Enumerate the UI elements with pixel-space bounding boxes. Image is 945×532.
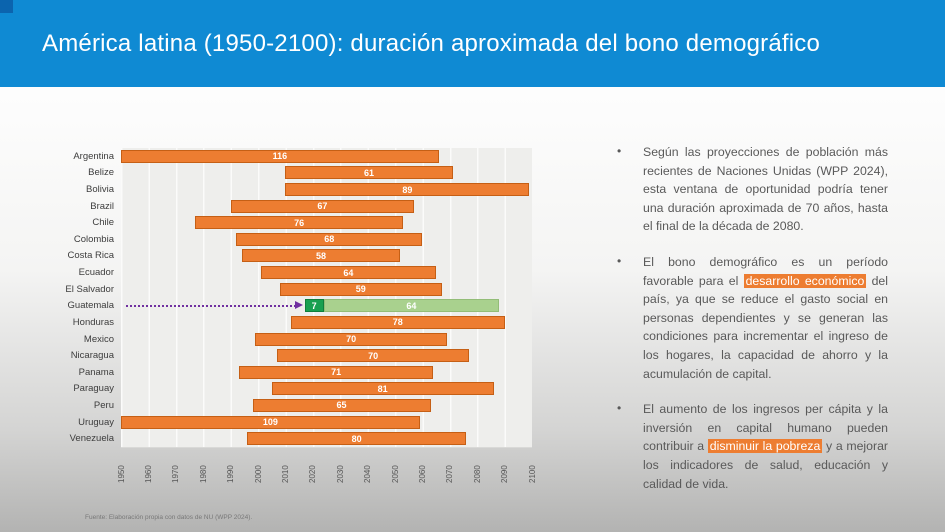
bar-chile <box>195 216 403 229</box>
bar-el-salvador <box>280 283 442 296</box>
bar-mexico <box>255 333 447 346</box>
bar-panama <box>239 366 434 379</box>
bar-venezuela <box>247 432 466 445</box>
bar-segment-value: 70 <box>255 333 447 346</box>
country-label-venezuela: Venezuela <box>69 433 114 445</box>
bar-segment-value: 61 <box>285 166 452 179</box>
bar-bolivia <box>285 183 529 196</box>
bullet-text <box>643 400 888 493</box>
highlighted-phrase: disminuir la pobreza <box>709 439 821 454</box>
x-tick-label: 2070 <box>445 465 455 483</box>
x-tick-label: 2020 <box>308 465 318 483</box>
bullet-item-1 <box>614 143 888 236</box>
country-label-brazil: Brazil <box>90 200 114 212</box>
bar-segment-value: 68 <box>236 233 422 246</box>
country-label-argentina: Argentina <box>73 150 114 162</box>
x-tick-label: 2050 <box>390 465 400 483</box>
x-tick-label: 2000 <box>253 465 263 483</box>
source-note: Fuente: Elaboración propia con datos de NU (WPP 2024). <box>85 514 253 521</box>
bullet-text <box>643 253 888 383</box>
country-label-nicaragua: Nicaragua <box>70 350 114 362</box>
text-run: El aumento de los ingresos per cápita y la inversión en capital humano pueden contribuir a <box>643 402 888 454</box>
x-tick-label: 2030 <box>335 465 345 483</box>
x-tick-label: 1970 <box>171 465 181 483</box>
bar-segment-value: 65 <box>253 399 431 412</box>
bar-segment-value: 116 <box>121 150 439 163</box>
text-run: del país, ya que se reduce el gasto social en personas dependientes y se generan las condiciones para incrementar el ingreso de los hogares, la capacidad de ahorro y la acumulación de capital. <box>643 273 888 381</box>
country-label-peru: Peru <box>93 399 114 411</box>
bar-segment-value: 59 <box>280 283 442 296</box>
bar-segment-value: 89 <box>285 183 529 196</box>
bullet-marker-icon: • <box>617 144 622 158</box>
bar-segment-value: 81 <box>272 382 494 395</box>
x-tick-label: 1990 <box>226 465 236 483</box>
text-run: Según las proyecciones de población más recientes de Naciones Unidas (WPP 2024), esta ventana de oportunidad podría tener una duración aproximada de 70 años, hasta el final de la década de 2080. <box>643 145 888 234</box>
guatemala-pointer-arrowhead-icon <box>295 301 303 309</box>
corner-accent-square <box>0 0 13 13</box>
bar-costa-rica <box>242 249 401 262</box>
bar-honduras <box>291 316 505 329</box>
x-tick-label: 2060 <box>417 465 427 483</box>
country-label-chile: Chile <box>92 217 114 229</box>
x-tick-label: 2010 <box>280 465 290 483</box>
country-label-bolivia: Bolivia <box>86 184 114 196</box>
country-label-uruguay: Uruguay <box>78 416 114 428</box>
bullet-text <box>643 143 888 236</box>
x-tick-label: 2040 <box>363 465 373 483</box>
bar-segment-value: 71 <box>239 366 434 379</box>
x-tick-label: 2090 <box>500 465 510 483</box>
bar-argentina <box>121 150 439 163</box>
bullet-list <box>614 143 888 510</box>
bar-belize <box>285 166 452 179</box>
country-label-costa-rica: Costa Rica <box>67 250 114 262</box>
country-label-honduras: Honduras <box>72 316 114 328</box>
x-tick-label: 1980 <box>198 465 208 483</box>
bar-segment-value: 64 <box>261 266 436 279</box>
bar-segment-value: 67 <box>231 200 415 213</box>
country-label-el-salvador: El Salvador <box>65 283 114 295</box>
bar-segment-value: 76 <box>195 216 403 229</box>
country-label-mexico: Mexico <box>83 333 114 345</box>
bar-segment-value: 78 <box>291 316 505 329</box>
country-label-ecuador: Ecuador <box>78 267 114 279</box>
country-label-panama: Panama <box>78 366 114 378</box>
bar-uruguay <box>121 416 420 429</box>
slide-title: América latina (1950-2100): duración aproximada del bono demográfico <box>42 29 821 57</box>
guatemala-pointer-line <box>126 305 296 307</box>
bullet-item-2 <box>614 253 888 383</box>
bar-segment-value: 64 <box>324 299 499 312</box>
bar-peru <box>253 399 431 412</box>
x-tick-label: 1950 <box>116 465 126 483</box>
bar-segment-value: 70 <box>277 349 469 362</box>
bar-segment-value: 58 <box>242 249 401 262</box>
bar-colombia <box>236 233 422 246</box>
demographic-bonus-chart <box>40 148 550 493</box>
country-label-belize: Belize <box>88 167 114 179</box>
bar-segment-value: 7 <box>305 299 324 312</box>
x-tick-label: 2100 <box>527 465 537 483</box>
text-run: y a mejorar los indicadores de salud, educación y calidad de vida. <box>643 439 889 491</box>
country-label-paraguay: Paraguay <box>73 383 114 395</box>
bar-paraguay <box>272 382 494 395</box>
bar-nicaragua <box>277 349 469 362</box>
bar-ecuador <box>261 266 436 279</box>
x-tick-label: 1960 <box>143 465 153 483</box>
highlighted-phrase: desarrollo económico <box>745 273 865 288</box>
bar-segment-value: 80 <box>247 432 466 445</box>
country-label-guatemala: Guatemala <box>67 300 114 312</box>
bullet-marker-icon: • <box>617 401 622 416</box>
bullet-item-3 <box>614 400 888 493</box>
text-run: El bono demográfico es un período favorable para el <box>643 254 888 288</box>
bar-guatemala <box>305 299 500 312</box>
country-label-colombia: Colombia <box>73 233 114 245</box>
bullet-marker-icon: • <box>617 253 622 268</box>
x-tick-label: 2080 <box>472 465 482 483</box>
bar-segment-value: 109 <box>121 416 420 429</box>
bar-brazil <box>231 200 415 213</box>
